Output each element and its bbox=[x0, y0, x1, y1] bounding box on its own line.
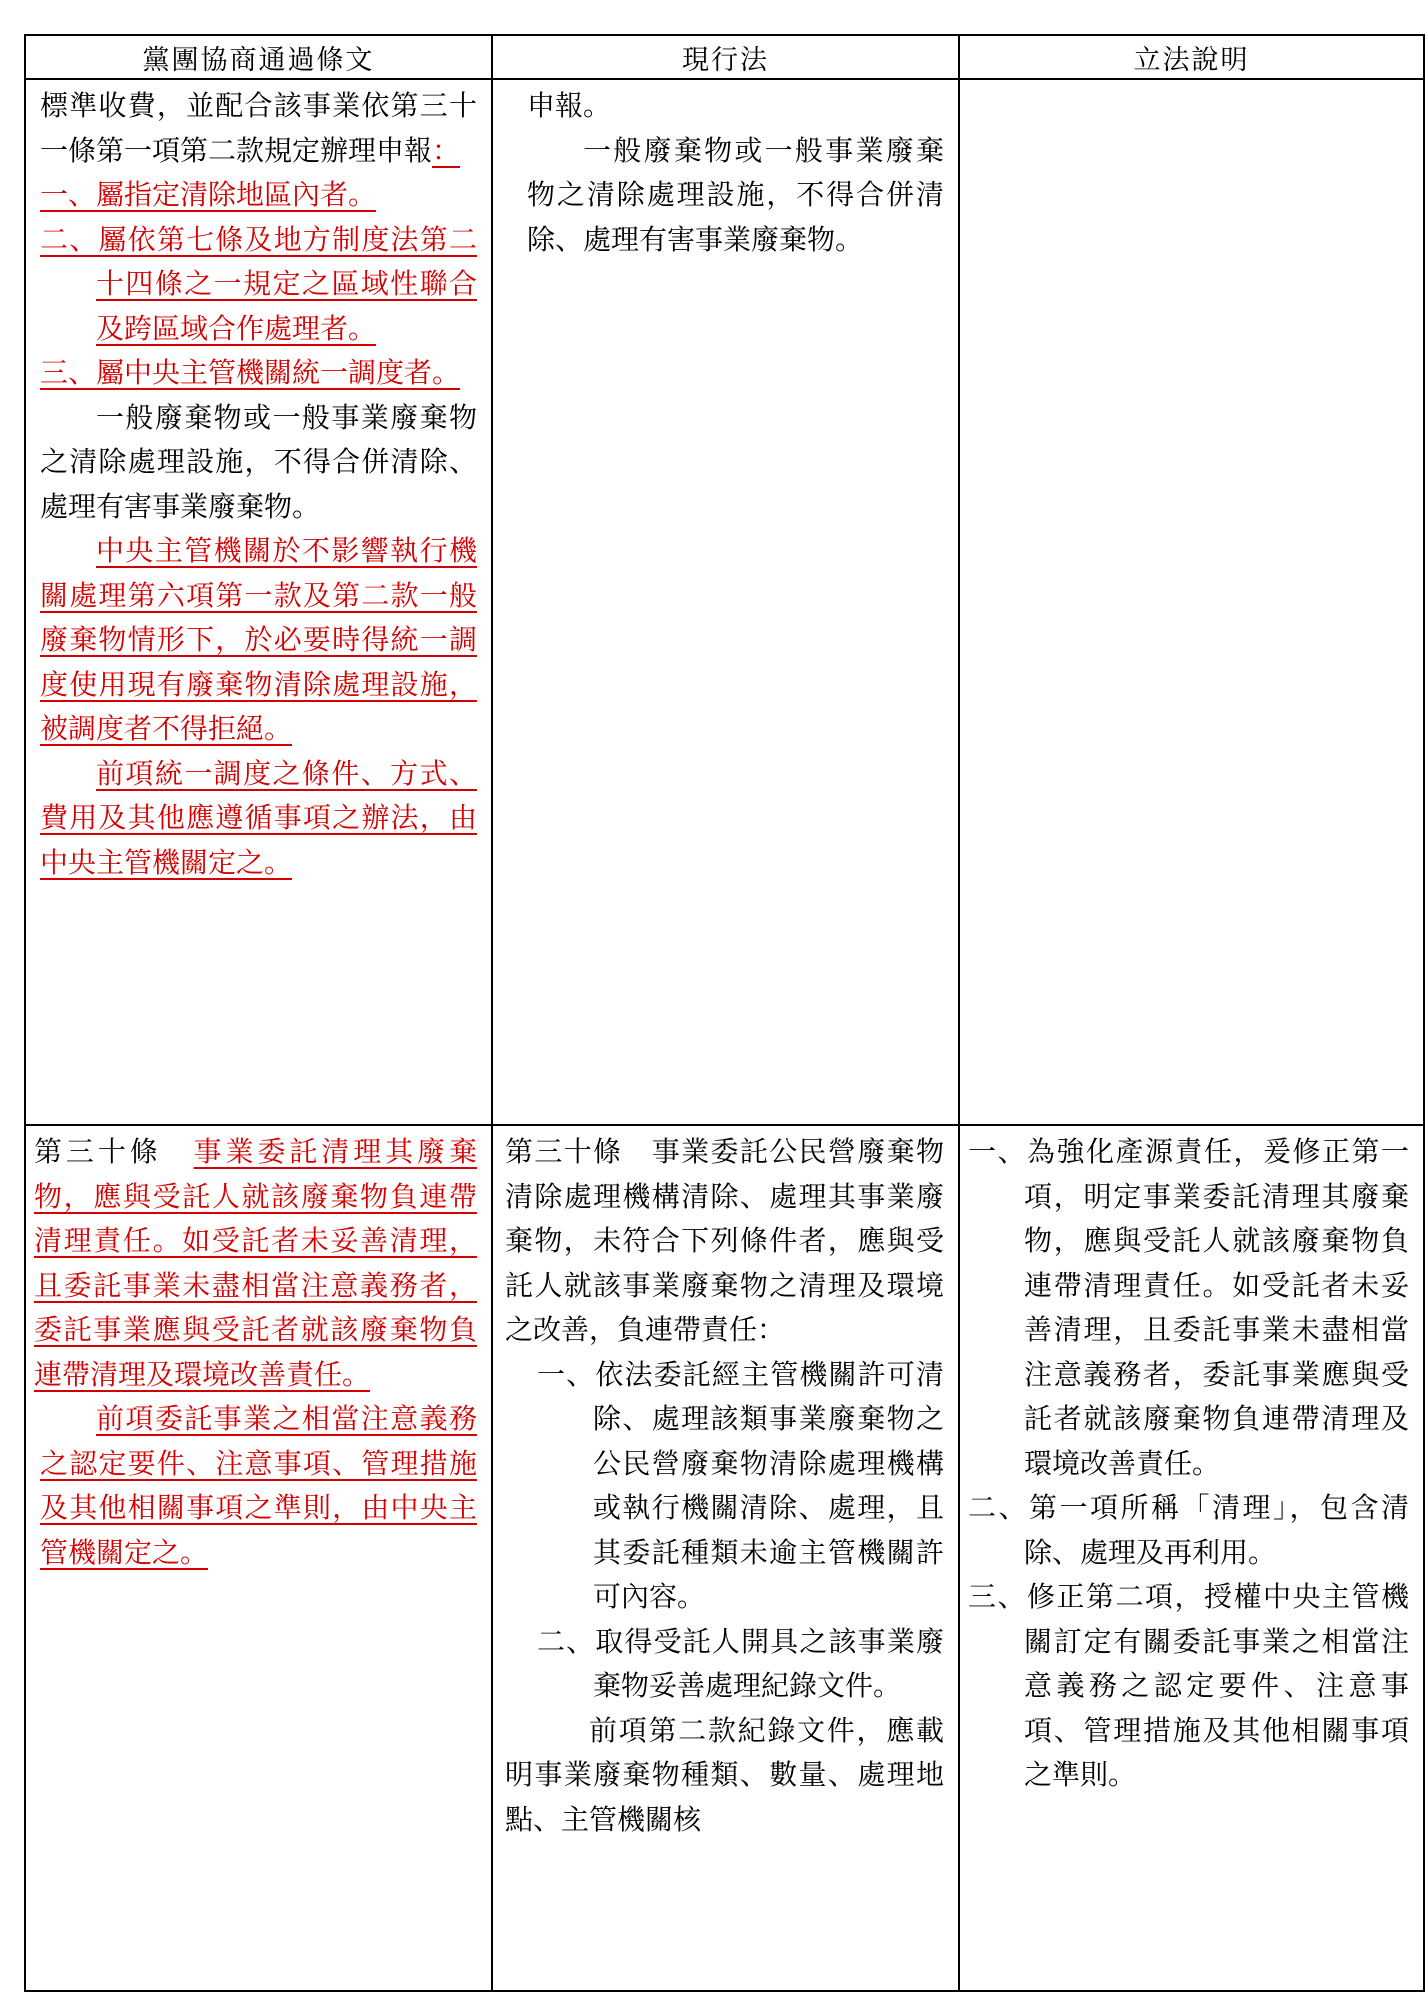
list-item: 三、屬中央主管機關統一調度者。 bbox=[40, 356, 461, 389]
comparison-table bbox=[24, 34, 1425, 1992]
header-passed-text: 黨團協商通過條文 bbox=[25, 35, 492, 79]
list-item: 二、第一項所稱「清理」，包含清除、處理及再利用。 bbox=[968, 1491, 1409, 1569]
article-number: 第三十條 bbox=[505, 1135, 623, 1168]
table-row bbox=[25, 79, 1424, 1125]
list-item: 一、為強化產源責任，爰修正第一項，明定事業委託清理其廢棄物，應與受託人就該廢棄物負連帶清理責任。如受託者未妥善清理，且委託事業未盡相當注意義務者，委託事業應與受託者就該廢棄物負連帶清理及環境改善責任。 bbox=[968, 1135, 1409, 1480]
list-item: 二、取得受託人開具之該事業廢棄物妥善處理紀錄文件。 bbox=[537, 1624, 944, 1702]
header-explanation: 立法說明 bbox=[959, 35, 1424, 79]
article-number: 第三十條 bbox=[34, 1135, 162, 1168]
list-item: 二、屬依第七條及地方制度法第二十四條之一規定之區域性聯合及跨區域合作處理者。 bbox=[40, 222, 477, 345]
current-law-cell bbox=[492, 1125, 959, 1991]
paragraph: 一般廢棄物或一般事業廢棄物之清除處理設施，不得合併清除、處理有害事業廢棄物。 bbox=[40, 400, 477, 523]
amended-paragraph: 前項委託事業之相當注意義務之認定要件、注意事項、管理措施及其他相關事項之準則，由中央主管機關定之。 bbox=[40, 1402, 477, 1569]
list-item: 一、屬指定清除地區內者。 bbox=[40, 178, 377, 211]
article-paragraph: 第三十條 事業委託清理其廢棄物，應與受託人就該廢棄物負連帶清理責任。如受託者未妥善清理，且委託事業未盡相當注意義務者，委託事業應與受託者就該廢棄物負連帶清理及環境改善責任。 bbox=[34, 1135, 477, 1391]
header-current-law: 現行法 bbox=[492, 35, 959, 79]
amended-paragraph: 中央主管機關於不影響執行機關處理第六項第一款及第二款一般廢棄物情形下，於必要時得統一調度使用現有廢棄物清除處理設施，被調度者不得拒絕。 bbox=[40, 534, 477, 745]
amended-paragraph: 前項統一調度之條件、方式、費用及其他應遵循事項之辦法，由中央主管機關定之。 bbox=[40, 756, 477, 879]
passed-text-cell bbox=[25, 79, 492, 1125]
list-item: 三、修正第二項，授權中央主管機關訂定有關委託事業之相當注意義務之認定要件、注意事項、管理措施及其他相關事項之準則。 bbox=[968, 1580, 1409, 1791]
intro-paragraph: 標準收費，並配合該事業依第三十一條第一項第二款規定辦理申報： bbox=[40, 89, 477, 167]
explanation-cell bbox=[959, 1125, 1424, 1991]
article-paragraph: 第三十條 事業委託公民營廢棄物清除處理機構清除、處理其事業廢棄物，未符合下列條件者，應與受託人就該事業廢棄物之清理及環境之改善，負連帶責任： bbox=[505, 1135, 944, 1346]
list-item: 一、依法委託經主管機關許可清除、處理該類事業廢棄物之公民營廢棄物清除處理機構或執行機關清除、處理，且其委託種類未逾主管機關許可內容。 bbox=[537, 1357, 944, 1613]
current-law-cell bbox=[492, 79, 959, 1125]
explanation-cell bbox=[959, 79, 1424, 1125]
paragraph: 申報。 bbox=[527, 89, 612, 122]
table-row bbox=[25, 1125, 1424, 1991]
paragraph: 前項第二款紀錄文件，應載明事業廢棄物種類、數量、處理地點、主管機關核 bbox=[505, 1713, 944, 1836]
header-row bbox=[25, 35, 1424, 79]
passed-text-cell bbox=[25, 1125, 492, 1991]
paragraph: 一般廢棄物或一般事業廢棄物之清除處理設施，不得合併清除、處理有害事業廢棄物。 bbox=[527, 133, 944, 256]
